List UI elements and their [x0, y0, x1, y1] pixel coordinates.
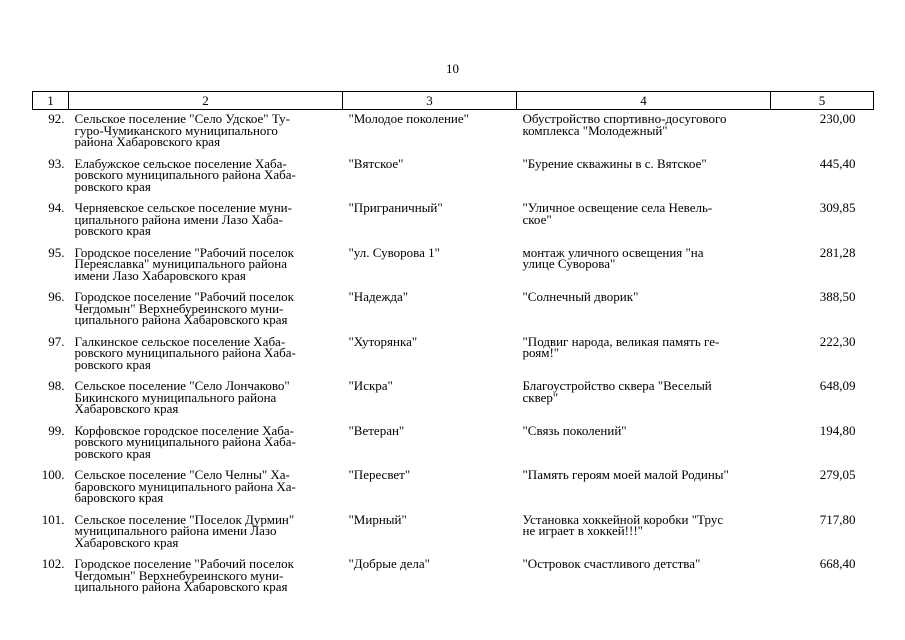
amount: 194,80: [819, 422, 856, 438]
cell-text-line: ровского муниципального района Хаба-: [74, 167, 296, 182]
table-row: [33, 552, 874, 597]
cell-text-line: муниципального района имени Лазо: [74, 523, 277, 538]
column-header-3: 3: [343, 92, 517, 110]
project-name: "Молодое поколение": [348, 111, 469, 126]
column-header-1: 1: [33, 92, 69, 110]
cell-text-line: ровского края: [74, 223, 151, 238]
cell-text-line: Сельское поселение "Село Удское" Ту-: [74, 111, 290, 126]
project-name: "Хуторянка": [348, 333, 418, 349]
project-description: [517, 196, 771, 241]
row-number: 94.: [48, 200, 65, 215]
cell-text-line: Установка хоккейной коробки "Трус: [522, 511, 724, 527]
row-number: 93.: [48, 155, 65, 171]
cell-text-line: не играет в хоккей!!!": [522, 523, 643, 538]
row-number: 92.: [48, 111, 65, 126]
project-description: [517, 508, 771, 553]
column-header-5: 5: [771, 92, 874, 110]
amount: 668,40: [819, 556, 856, 571]
cell-text-line: ровского края: [74, 445, 151, 461]
cell-text-line: ровского муниципального района Хаба-: [74, 345, 296, 360]
settlement-name: [69, 374, 343, 419]
cell-text-line: Корфовское городское поселение Хаба-: [74, 422, 295, 438]
cell-text-line: имени Лазо Хабаровского края: [74, 267, 246, 283]
project-description: [517, 110, 771, 152]
cell-text-line: ципального района Хабаровского края: [74, 579, 288, 594]
table-row: [33, 196, 874, 241]
cell-text-line: Бикинского муниципального района: [74, 389, 277, 405]
row-number: 102.: [41, 556, 65, 571]
table-row: [33, 463, 874, 508]
table-row: [33, 508, 874, 553]
table-row: [33, 330, 874, 375]
project-description: [517, 419, 771, 464]
cell-text-line: монтаж уличного освещения "на: [522, 244, 704, 260]
settlement-name: [69, 463, 343, 508]
cell-text-line: ровского края: [74, 178, 151, 194]
cell-text-line: Елабужское сельское поселение Хаба-: [74, 155, 287, 171]
cell-text-line: "Уличное освещение села Невель-: [522, 200, 713, 215]
project-name: "ул. Суворова 1": [348, 244, 440, 260]
cell-text-line: ровского муниципального района Хаба-: [74, 434, 296, 449]
cell-text-line: Переяславка" муниципального района: [74, 256, 288, 271]
settlement-name: [69, 508, 343, 553]
table-body: [33, 110, 874, 597]
amount: 230,00: [819, 111, 856, 126]
settlement-name: [69, 285, 343, 330]
projects-table: [32, 91, 874, 597]
amount: 279,05: [819, 467, 856, 482]
project-name: "Пересвет": [348, 467, 411, 482]
amount: 445,40: [819, 155, 856, 171]
project-name: "Вятское": [348, 155, 404, 171]
row-number: 98.: [48, 378, 65, 393]
cell-text-line: Городское поселение "Рабочий поселок: [74, 244, 294, 260]
amount: 388,50: [819, 289, 856, 304]
cell-text-line: района Хабаровского края: [74, 134, 221, 149]
cell-text-line: "Солнечный дворик": [522, 289, 639, 304]
row-number: 95.: [48, 244, 65, 260]
cell-text-line: ципального района Хабаровского края: [74, 312, 288, 327]
cell-text-line: Чегдомын" Верхнебуреинского муни-: [74, 567, 284, 583]
cell-text-line: комплекса "Молодежный": [522, 122, 668, 138]
project-name: "Искра": [348, 378, 393, 393]
cell-text-line: Хабаровского края: [74, 401, 179, 416]
settlement-name: [69, 152, 343, 197]
cell-text-line: Хабаровского края: [74, 534, 179, 550]
project-description: [517, 152, 771, 197]
cell-text-line: "Бурение скважины в с. Вятское": [522, 155, 707, 171]
project-name: "Добрые дела": [348, 556, 430, 571]
table-row: [33, 285, 874, 330]
cell-text-line: Сельское поселение "Село Челны" Ха-: [74, 467, 290, 482]
row-number: 100.: [41, 467, 65, 482]
page-number: 10: [446, 61, 459, 76]
cell-text-line: роям!": [522, 345, 560, 360]
settlement-name: [69, 419, 343, 464]
cell-text-line: сквер": [522, 389, 559, 405]
cell-text-line: Чегдомын" Верхнебуреинского муни-: [74, 300, 284, 316]
settlement-name: [69, 110, 343, 152]
project-description: [517, 241, 771, 286]
project-description: [517, 374, 771, 419]
row-number: 97.: [48, 333, 65, 349]
settlement-name: [69, 196, 343, 241]
cell-text-line: Городское поселение "Рабочий поселок: [74, 556, 294, 571]
amount: 309,85: [819, 200, 856, 215]
table-header: [33, 92, 874, 110]
cell-text-line: Галкинское сельское поселение Хаба-: [74, 333, 286, 349]
amount: 281,28: [819, 244, 856, 260]
row-number: 99.: [48, 422, 65, 438]
table-row: [33, 419, 874, 464]
table-row: [33, 152, 874, 197]
project-description: [517, 463, 771, 508]
cell-text-line: ровского края: [74, 356, 151, 372]
project-description: [517, 330, 771, 375]
amount: 648,09: [819, 378, 856, 393]
cell-text-line: баровского края: [74, 490, 164, 505]
cell-text-line: "Связь поколений": [522, 422, 627, 438]
cell-text-line: Благоустройство сквера "Веселый: [522, 378, 712, 393]
project-name: "Мирный": [348, 511, 407, 527]
cell-text-line: "Подвиг народа, великая память ге-: [522, 333, 720, 349]
project-description: [517, 552, 771, 597]
settlement-name: [69, 552, 343, 597]
row-number: 96.: [48, 289, 65, 304]
cell-text-line: улице Суворова": [522, 256, 616, 271]
row-number: 101.: [41, 511, 65, 527]
table-row: [33, 241, 874, 286]
cell-text-line: "Память героям моей малой Родины": [522, 467, 729, 482]
cell-text-line: ципального района имени Лазо Хаба-: [74, 211, 283, 227]
cell-text-line: "Островок счастливого детства": [522, 556, 701, 571]
project-name: "Надежда": [348, 289, 409, 304]
column-header-4: 4: [517, 92, 771, 110]
settlement-name: [69, 330, 343, 375]
project-name: "Ветеран": [348, 422, 405, 438]
table-row: [33, 110, 874, 152]
cell-text-line: баровского муниципального района Ха-: [74, 478, 296, 494]
cell-text-line: Обустройство спортивно-досугового: [522, 111, 727, 126]
cell-text-line: ское": [522, 211, 552, 227]
column-header-2: 2: [69, 92, 343, 110]
cell-text-line: гуро-Чумиканского муниципального: [74, 122, 278, 138]
project-description: [517, 285, 771, 330]
settlement-name: [69, 241, 343, 286]
table-row: [33, 374, 874, 419]
cell-text-line: Черняевское сельское поселение муни-: [74, 200, 292, 215]
project-name: "Приграничный": [348, 200, 443, 215]
amount: 717,80: [819, 511, 856, 527]
cell-text-line: Сельское поселение "Поселок Дурмин": [74, 511, 295, 527]
amount: 222,30: [819, 333, 856, 349]
cell-text-line: Городское поселение "Рабочий поселок: [74, 289, 294, 304]
cell-text-line: Сельское поселение "Село Лончаково": [74, 378, 290, 393]
